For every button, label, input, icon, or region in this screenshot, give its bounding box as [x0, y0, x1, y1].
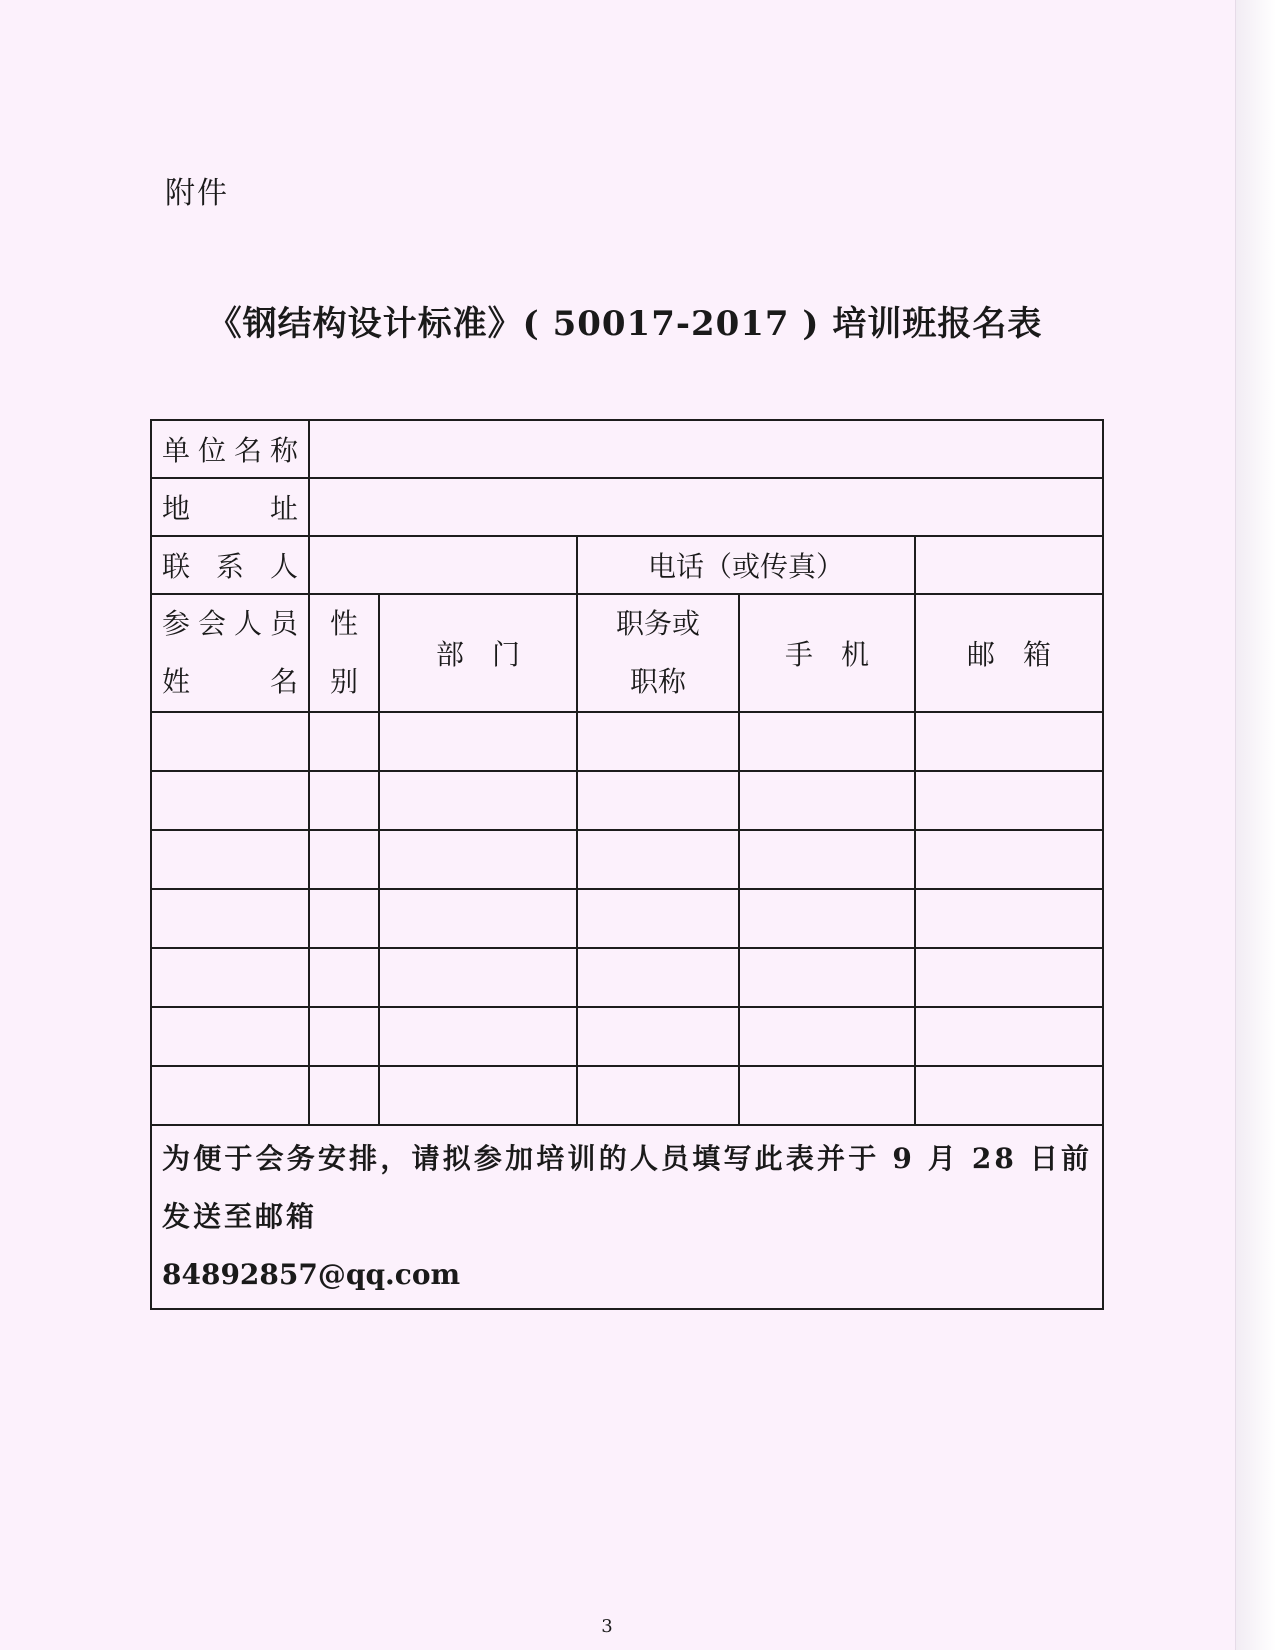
department-cell[interactable]	[379, 771, 577, 830]
attendee-row	[151, 948, 1103, 1007]
attendee-name-header-line1: 参会人员	[162, 607, 298, 640]
department-header: 部 门	[379, 594, 577, 712]
page-number: 3	[601, 1616, 613, 1637]
gender-cell[interactable]	[309, 712, 379, 771]
attendee-row	[151, 830, 1103, 889]
gender-header	[309, 594, 379, 712]
gender-cell[interactable]	[309, 1066, 379, 1125]
mobile-cell[interactable]	[739, 1007, 915, 1066]
contact-row	[151, 536, 1103, 594]
attendee-name-cell[interactable]	[151, 1066, 309, 1125]
address-field[interactable]	[309, 478, 1103, 536]
email-cell[interactable]	[915, 771, 1103, 830]
department-cell[interactable]	[379, 830, 577, 889]
mobile-cell[interactable]	[739, 1066, 915, 1125]
email-cell[interactable]	[915, 1066, 1103, 1125]
mobile-cell[interactable]	[739, 889, 915, 948]
unit-name-label: 单位名称	[151, 420, 309, 478]
submission-email: 84892857@qq.com	[162, 1258, 461, 1291]
gender-header-line2: 别	[329, 665, 358, 698]
department-cell[interactable]	[379, 1066, 577, 1125]
gender-cell[interactable]	[309, 830, 379, 889]
position-cell[interactable]	[577, 948, 739, 1007]
mobile-cell[interactable]	[739, 948, 915, 1007]
attachment-label: 附件	[165, 176, 229, 211]
department-cell[interactable]	[379, 948, 577, 1007]
position-cell[interactable]	[577, 712, 739, 771]
submission-note-text: 为便于会务安排，请拟参加培训的人员填写此表并于 9 月 28 日前发送至邮箱	[162, 1142, 1093, 1233]
phone-field[interactable]	[915, 536, 1103, 594]
submission-note	[151, 1125, 1103, 1309]
department-cell[interactable]	[379, 1007, 577, 1066]
attendee-row	[151, 712, 1103, 771]
email-cell[interactable]	[915, 1007, 1103, 1066]
address-row	[151, 478, 1103, 536]
email-header: 邮 箱	[915, 594, 1103, 712]
scan-edge-strip	[1235, 0, 1276, 1650]
gender-cell[interactable]	[309, 948, 379, 1007]
document-title: 《钢结构设计标准》( 50017-2017 ) 培训班报名表	[207, 304, 1043, 344]
attendee-rows	[151, 712, 1103, 1125]
position-cell[interactable]	[577, 1007, 739, 1066]
gender-cell[interactable]	[309, 889, 379, 948]
position-cell[interactable]	[577, 889, 739, 948]
attendee-row	[151, 1007, 1103, 1066]
contact-field[interactable]	[309, 536, 577, 594]
department-cell[interactable]	[379, 889, 577, 948]
position-cell[interactable]	[577, 830, 739, 889]
mobile-cell[interactable]	[739, 771, 915, 830]
position-header	[577, 594, 739, 712]
gender-cell[interactable]	[309, 771, 379, 830]
position-header-line2: 职称	[629, 665, 686, 698]
attendee-header-row	[151, 594, 1103, 712]
gender-header-line1: 性	[329, 607, 358, 640]
email-cell[interactable]	[915, 948, 1103, 1007]
attendee-row	[151, 771, 1103, 830]
attendee-name-cell[interactable]	[151, 1007, 309, 1066]
attendee-row	[151, 1066, 1103, 1125]
phone-label: 电话（或传真）	[577, 536, 915, 594]
email-cell[interactable]	[915, 712, 1103, 771]
address-label: 地 址	[151, 478, 309, 536]
unit-name-field[interactable]	[309, 420, 1103, 478]
attendee-name-cell[interactable]	[151, 948, 309, 1007]
attendee-row	[151, 889, 1103, 948]
contact-label: 联系人	[151, 536, 309, 594]
position-cell[interactable]	[577, 771, 739, 830]
registration-form-table	[150, 419, 1104, 1310]
department-cell[interactable]	[379, 712, 577, 771]
attendee-name-cell[interactable]	[151, 830, 309, 889]
mobile-header: 手 机	[739, 594, 915, 712]
note-row	[151, 1125, 1103, 1309]
mobile-cell[interactable]	[739, 830, 915, 889]
attendee-name-cell[interactable]	[151, 771, 309, 830]
position-header-line1: 职务或	[615, 607, 700, 640]
attendee-name-header-line2: 姓 名	[162, 665, 298, 698]
attendee-name-header	[151, 594, 309, 712]
email-cell[interactable]	[915, 830, 1103, 889]
mobile-cell[interactable]	[739, 712, 915, 771]
position-cell[interactable]	[577, 1066, 739, 1125]
gender-cell[interactable]	[309, 1007, 379, 1066]
email-cell[interactable]	[915, 889, 1103, 948]
unit-name-row	[151, 420, 1103, 478]
attendee-name-cell[interactable]	[151, 889, 309, 948]
attendee-name-cell[interactable]	[151, 712, 309, 771]
